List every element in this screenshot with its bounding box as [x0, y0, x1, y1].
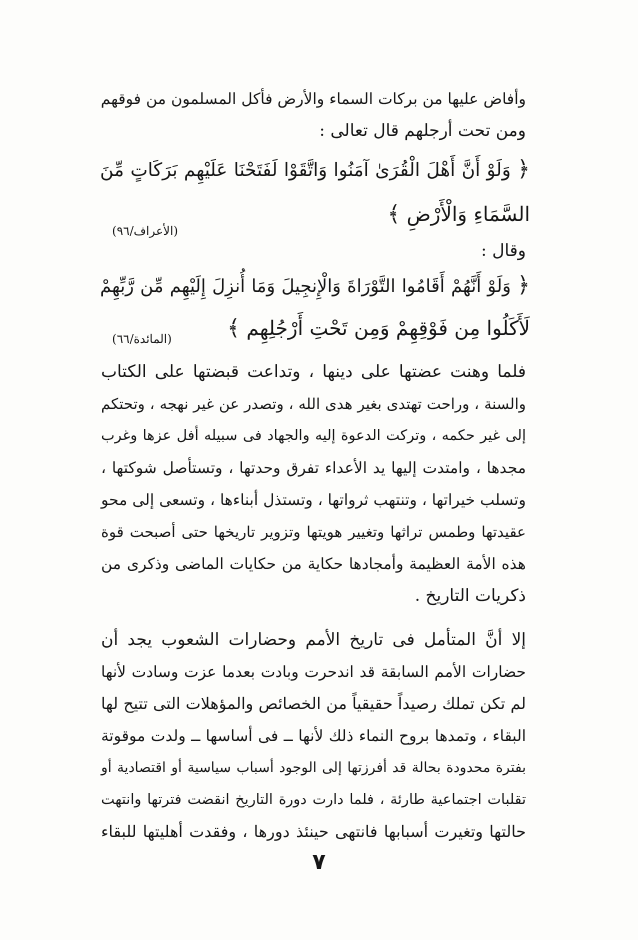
verse-2-reference: (المائدة/٦٦)	[112, 332, 172, 346]
verse-1-reference: (الأعراف/٩٦)	[112, 224, 179, 238]
verse-1-text-part-1: وَلَوْ أَنَّ أَهْلَ الْقُرَىٰ آمَنُوا وَاتَّقَوْا لَفَتَحْنَا عَلَيْهِم بَرَكَاتٍ مِّنَ	[100, 160, 511, 181]
paragraph-2-line: حالتها وتغيرت أسبابها فانتهى حينئذ دورها ، وفقدت أهليتها للبقاء	[101, 822, 526, 841]
paragraph-1-line: والسنة ، وراحت تهتدى بغير هدى الله ، وتصدر عن غير نهجه ، وتحتكم	[101, 395, 526, 413]
intro-line-1: وأفاض عليها من بركات السماء والأرض فأكل المسلمون من فوقهم	[100, 90, 526, 108]
verse-close-bracket: ﴾	[227, 316, 241, 341]
paragraph-1-line: فلما وهنت عضتها على دينها ، وتداعت قبضتها على الكتاب	[101, 362, 526, 382]
verse-1-text-part-2: السَّمَاءِ وَالْأَرْضِ	[406, 202, 530, 226]
paragraph-1-line: ذكريات التاريخ .	[414, 586, 526, 606]
page-number: ٧	[312, 850, 326, 875]
paragraph-1-line: وتسلب خيراتها ، وتنتهب ثرواتها ، وتستذل أبناءها ، وتسعى إلى محو	[100, 491, 526, 509]
paragraph-2-line: بفترة محدودة بحالة قد أفرزتها إلى الوجود أسباب سياسية أو اقتصادية أو	[101, 760, 526, 776]
paragraph-2-line: حضارات الأمم السابقة قد اندحرت وبادت بعدما عزت وسادت لأنها	[101, 663, 526, 681]
paragraph-2-line: لم تكن تملك رصيداً حقيقياً من الخصائص والمؤهلات التى تتيح لها	[101, 694, 526, 713]
verse-open-bracket: ﴿	[517, 273, 530, 298]
verse-2-text-part-1: وَلَوْ أَنَّهُمْ أَقَامُوا التَّوْرَاةَ وَالْإِنجِيلَ وَمَا أُنزِلَ إِلَيْهِم مِّن رَّبِّهِمْ	[100, 276, 511, 297]
paragraph-2-line: البقاء ، وتمدها بروح النماء ذلك لأنها ــ فى أساسها ــ ولدت موقوتة	[101, 727, 526, 745]
verse-close-bracket: ﴾	[387, 202, 401, 227]
quran-verse-2-line-1	[100, 268, 530, 305]
paragraph-1-line: مجدها ، وامتدت إليها يد الأعداء تفرق وحدتها ، وتستأصل شوكتها ،	[101, 459, 526, 477]
quran-verse-1-line-1	[100, 152, 530, 189]
paragraph-2-line: تقلبات اجتماعية طارئة ، فلما دارت دورة التاريخ انقضت فترتها وانتهت	[101, 792, 526, 808]
verse-open-bracket: ﴿	[517, 157, 530, 182]
paragraph-1-line: إلى غير حكمه ، وتركت الدعوة إليه والجهاد فى سبيله أفل عزها وغرب	[101, 428, 526, 444]
quran-verse-1-line-2	[387, 196, 530, 233]
verse-2-text-part-2: لَأَكَلُوا مِن فَوْقِهِمْ وَمِن تَحْتِ أَرْجُلِهِم	[246, 316, 530, 340]
paragraph-2-line: إلا أنَّ المتأمل فى تاريخ الأمم وحضارات الشعوب يجد أن	[101, 630, 526, 650]
paragraph-1-line: عقيدتها وطمس تراثها وتغيير هويتها وتزوير تاريخها حتى أصبحت قوة	[101, 523, 526, 541]
paragraph-1-line: هذه الأمة العظيمة وأمجادها حكاية من حكايات الماضى وذكرى من	[101, 555, 526, 573]
intro-line-2: ومن تحت أرجلهم قال تعالى :	[319, 121, 526, 141]
quran-verse-2-line-2	[227, 310, 530, 347]
said-label: وقال :	[481, 241, 526, 261]
